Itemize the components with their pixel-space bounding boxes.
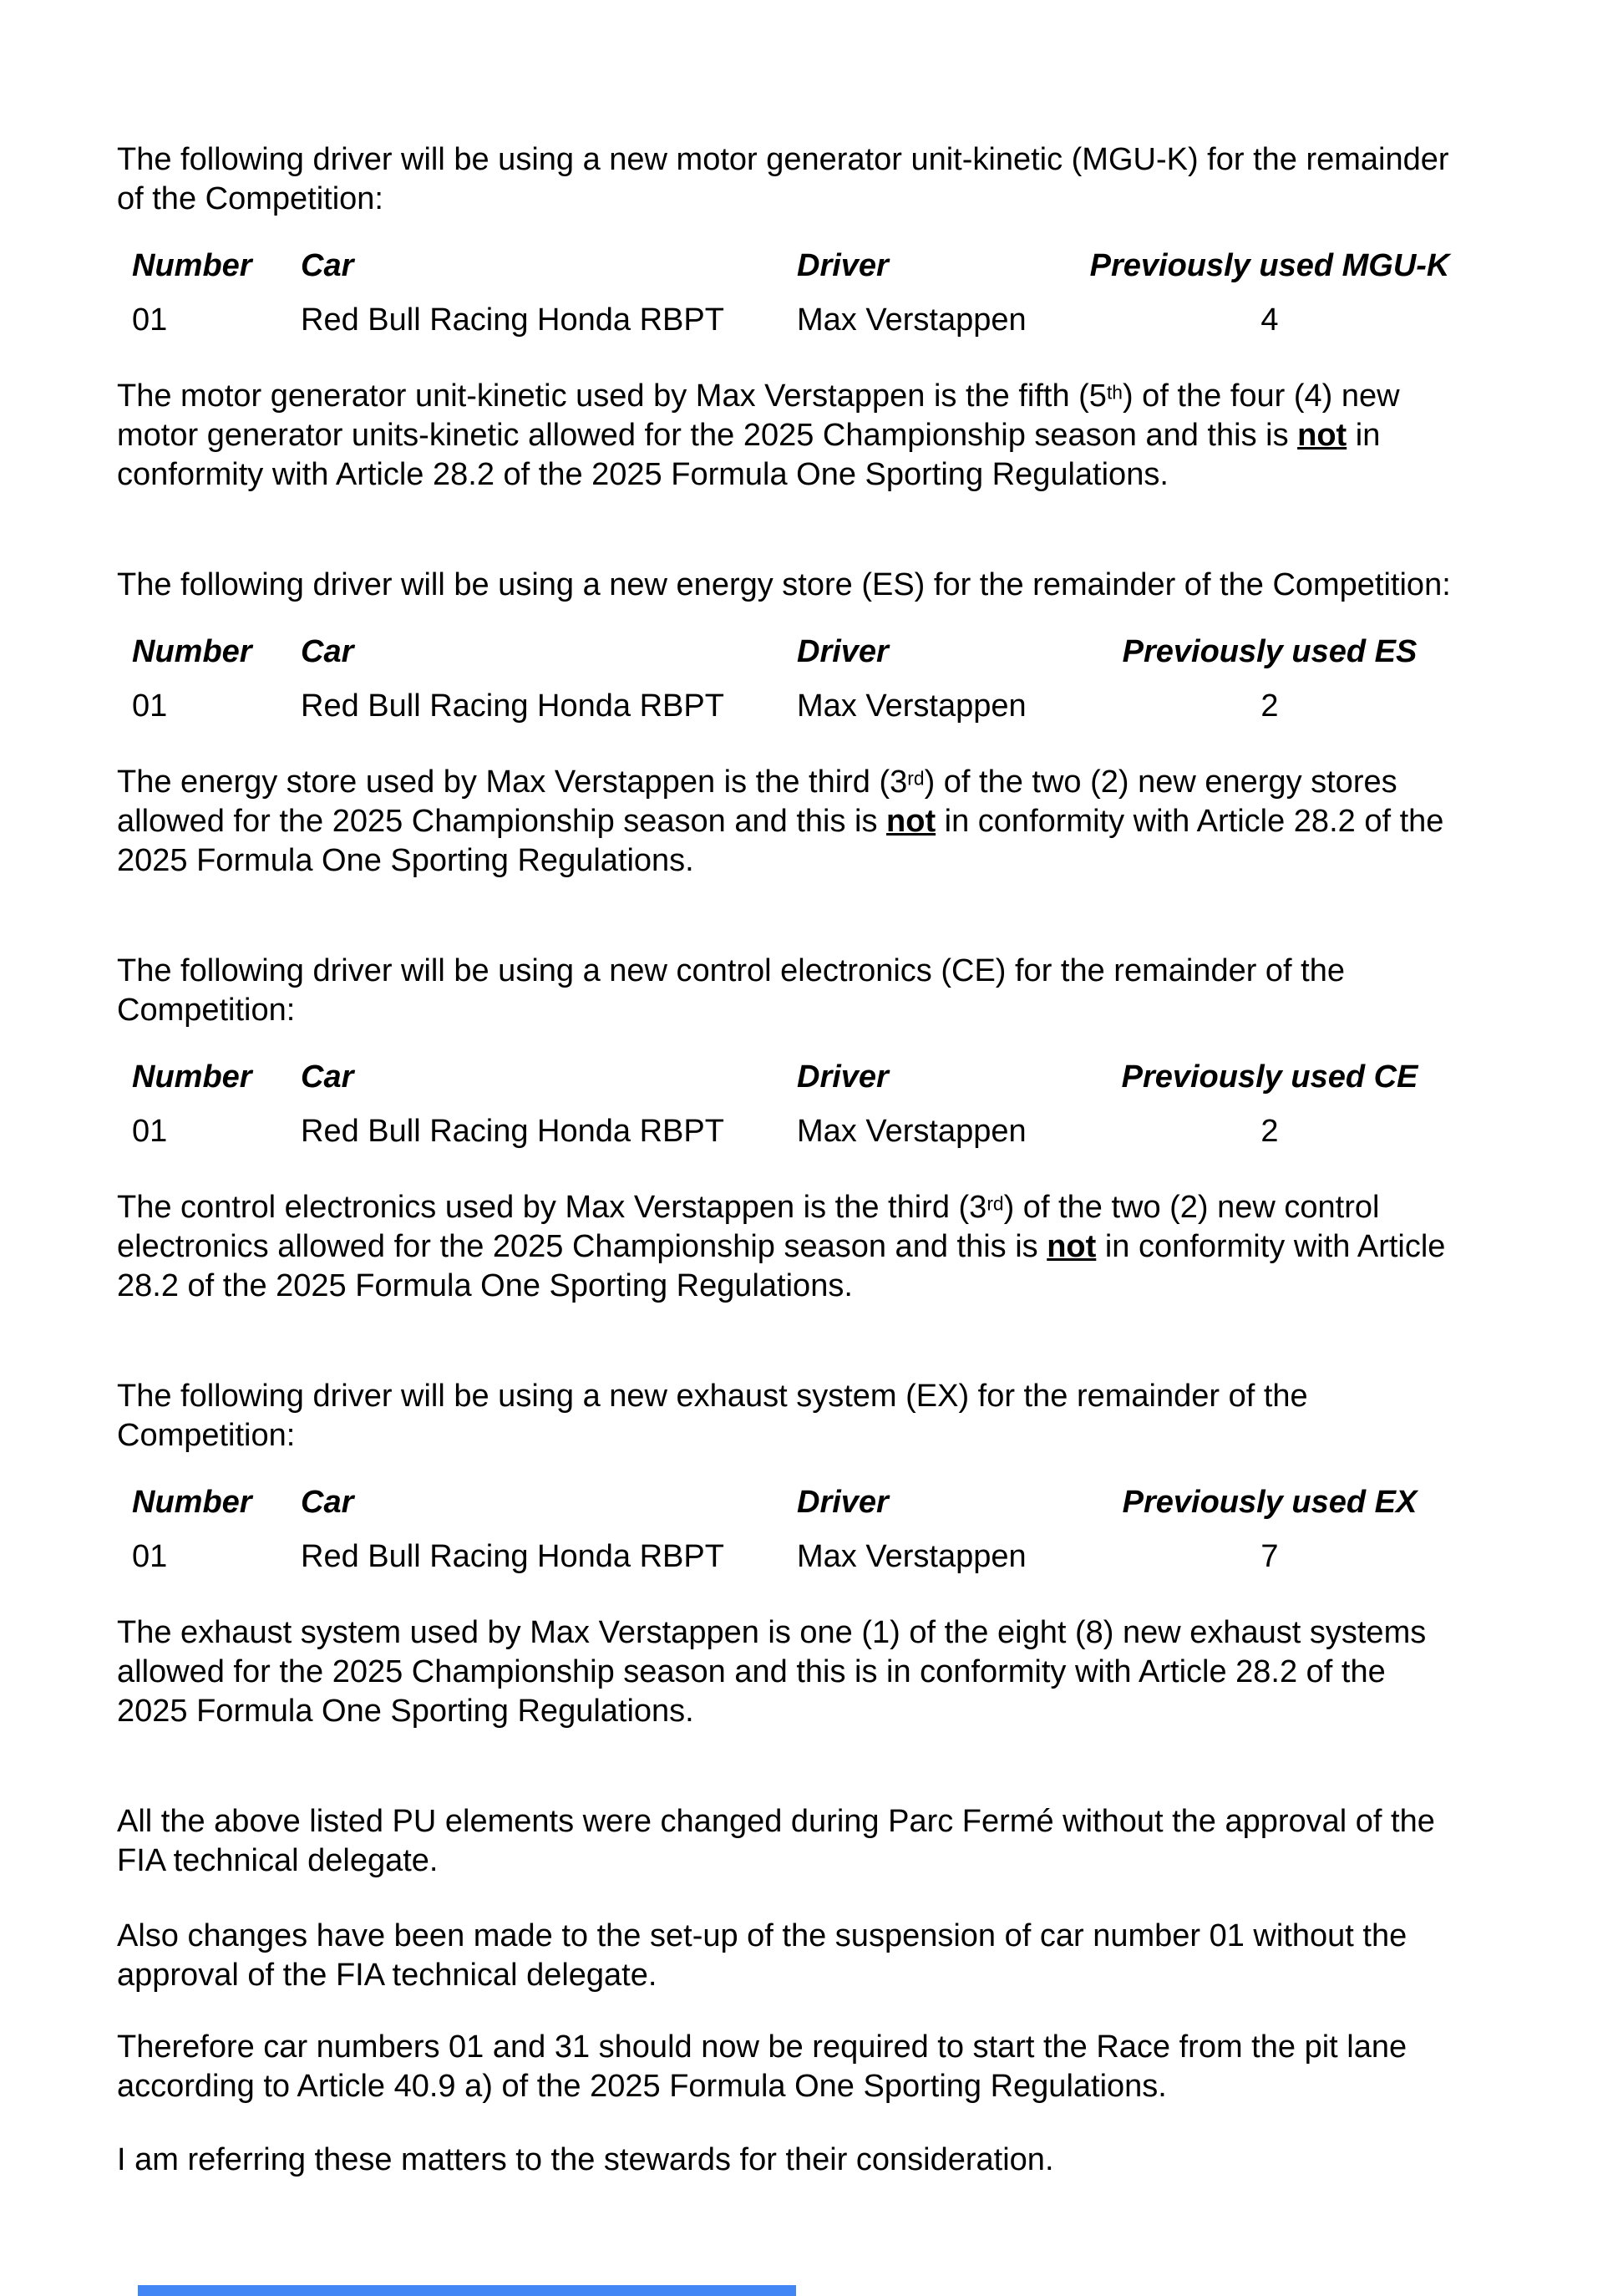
section-ce-intro: The following driver will be using a new control electronics (CE) for the remainder of the Competition: [117,953,1345,1028]
table-row [132,301,1487,340]
section-ce-body: The control electronics used by Max Verstappen is the third (3rd) of the two (2) new control electronics allowed for the 2025 Championship season and this is not in conformity with Article 28.2 of the 2025 Formula One Sporting Regulations. [117,1190,1446,1303]
column-header-driver: Driver [797,634,889,669]
column-header-car: Car [301,1485,354,1520]
closing-parc-ferme-paragraph: All the above listed PU elements were changed during Parc Fermé without the approval of the FIA technical delegate. [117,1804,1435,1878]
column-header-previously-used: Previously used CE [1121,1059,1418,1095]
column-header-number: Number [132,634,252,669]
cell-driver: Max Verstappen [797,688,1027,724]
closing-suspension-paragraph: Also changes have been made to the set-up of the suspension of car number 01 without the approval of the FIA technical delegate. [117,1918,1407,1993]
column-header-previously-used: Previously used MGU-K [1089,248,1450,283]
table-header-row [132,1058,1487,1112]
closing-referral-paragraph: I am referring these matters to the stewards for their consideration. [117,2142,1054,2177]
cell-previously-used: 2 [1260,1114,1279,1149]
cell-driver: Max Verstappen [797,1539,1027,1574]
column-header-driver: Driver [797,1059,889,1095]
section-mguk-intro: The following driver will be using a new motor generator unit-kinetic (MGU-K) for the remainder of the Competition: [117,142,1449,216]
pu-table-mguk [132,246,1487,340]
cell-previously-used: 7 [1260,1539,1279,1574]
column-header-previously-used: Previously used EX [1122,1485,1418,1520]
column-header-number: Number [132,248,252,283]
cell-car: Red Bull Racing Honda RBPT [301,1539,724,1574]
column-header-car: Car [301,1059,354,1095]
cell-number: 01 [132,302,168,338]
section-es-body: The energy store used by Max Verstappen is the third (3rd) of the two (2) new energy stores allowed for the 2025 Championship season and this is not in conformity with Article 28.2 of the 2025 Formula One Sporting Regulations. [117,764,1444,878]
section-ex-body: The exhaust system used by Max Verstappen is one (1) of the eight (8) new exhaust systems allowed for the 2025 Championship season and this is in conformity with Article 28.2 of the 2025 Formula One Sporting Regulations. [117,1615,1427,1729]
cell-number: 01 [132,1114,168,1149]
pu-table-es [132,632,1487,726]
column-header-driver: Driver [797,1485,889,1520]
table-header-row [132,1483,1487,1537]
table-row [132,687,1487,726]
column-header-driver: Driver [797,248,889,283]
cell-car: Red Bull Racing Honda RBPT [301,1114,724,1149]
cell-number: 01 [132,1539,168,1574]
cell-number: 01 [132,688,168,724]
table-header-row [132,246,1487,301]
cell-car: Red Bull Racing Honda RBPT [301,302,724,338]
pu-table-ex [132,1483,1487,1577]
section-mguk-body: The motor generator unit-kinetic used by Max Verstappen is the fifth (5th) of the four (4) new motor generator units-kinetic allowed for the 2025 Championship season and this is not in conformity with Article 28.2 of the 2025 Formula One Sporting Regulations. [117,378,1400,492]
table-row [132,1537,1487,1577]
cell-car: Red Bull Racing Honda RBPT [301,688,724,724]
column-header-previously-used: Previously used ES [1122,634,1418,669]
section-es-intro: The following driver will be using a new energy store (ES) for the remainder of the Competition: [117,567,1451,602]
table-row [132,1112,1487,1151]
cell-previously-used: 2 [1260,688,1279,724]
section-ex-intro: The following driver will be using a new exhaust system (EX) for the remainder of the Competition: [117,1379,1308,1453]
column-header-car: Car [301,248,354,283]
closing-pit-lane-paragraph: Therefore car numbers 01 and 31 should now be required to start the Race from the pit lane according to Article 40.9 a) of the 2025 Formula One Sporting Regulations. [117,2029,1407,2104]
pu-table-ce [132,1058,1487,1151]
column-header-car: Car [301,634,354,669]
column-header-number: Number [132,1485,252,1520]
table-header-row [132,632,1487,687]
bottom-blue-bar [138,2285,796,2296]
column-header-number: Number [132,1059,252,1095]
cell-driver: Max Verstappen [797,1114,1027,1149]
cell-driver: Max Verstappen [797,302,1027,338]
cell-previously-used: 4 [1260,302,1279,338]
